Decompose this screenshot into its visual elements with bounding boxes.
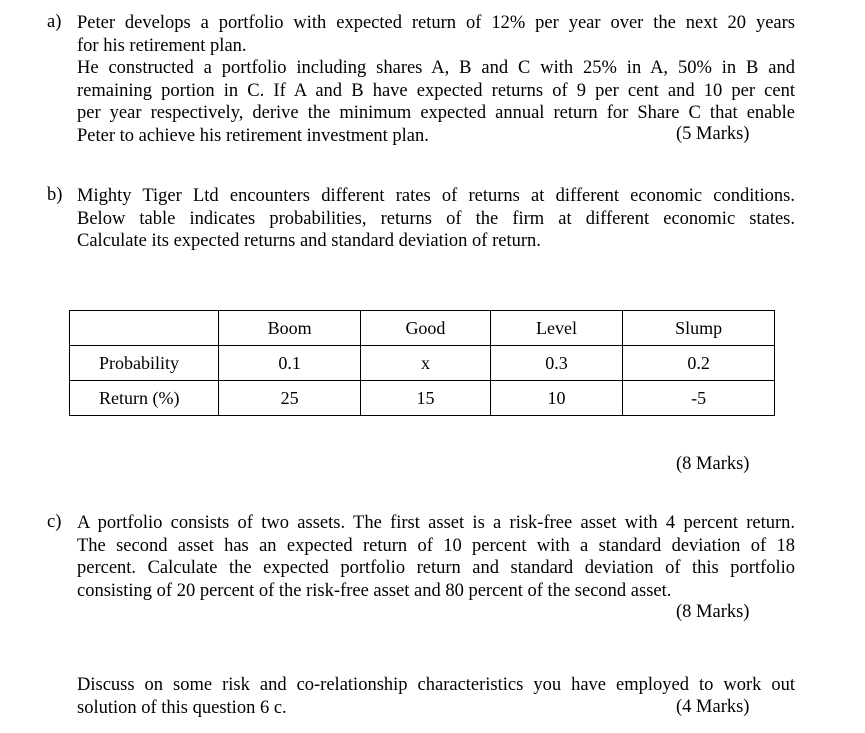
table-cell: 0.2: [623, 346, 775, 381]
table-row: [70, 346, 775, 381]
table-cell: 0.1: [219, 346, 361, 381]
table-cell: 25: [219, 381, 361, 416]
question-c-marks: (8 Marks): [676, 602, 750, 622]
discussion-marks: (4 Marks): [676, 697, 750, 717]
table-header-cell: Level: [490, 311, 623, 346]
table-row-label: Probability: [70, 346, 219, 381]
table-header-cell: Slump: [623, 311, 775, 346]
discussion-line: solution of this question 6 c.: [77, 697, 287, 718]
question-b-text: [77, 185, 795, 253]
question-a-line: Peter to achieve his retirement investment plan.: [77, 125, 429, 146]
question-b-marks: (8 Marks): [676, 454, 750, 474]
question-b-line: Mighty Tiger Ltd encounters different rates of returns at different economic conditions.: [77, 186, 795, 206]
question-c-line: percent. Calculate the expected portfolio return and standard deviation of this portfolio: [77, 558, 795, 578]
question-a-line: for his retirement plan.: [77, 35, 247, 56]
question-a-line: per year respectively, derive the minimum expected annual return for Share C that enable: [77, 103, 795, 123]
table-header-row: [70, 311, 775, 346]
table-header-cell: [70, 311, 219, 346]
question-a-line: He constructed a portfolio including shares A, B and C with 25% in A, 50% in B and: [77, 58, 795, 78]
table-cell: x: [361, 346, 491, 381]
discussion-line: Discuss on some risk and co-relationship characteristics you have employed to work out: [77, 675, 795, 695]
question-c-line: A portfolio consists of two assets. The first asset is a risk-free asset with 4 percent return.: [77, 513, 795, 533]
question-c-label: c): [47, 512, 62, 532]
table-header-cell: Good: [361, 311, 491, 346]
table-cell: 15: [361, 381, 491, 416]
question-b-label: b): [47, 185, 63, 205]
question-a-marks: (5 Marks): [676, 124, 750, 144]
question-b-line: Below table indicates probabilities, returns of the firm at different economic states.: [77, 208, 795, 229]
table-row: [70, 381, 775, 416]
question-b-line: Calculate its expected returns and standard deviation of return.: [77, 231, 541, 251]
table-cell: -5: [623, 381, 775, 416]
question-c-text: [77, 512, 795, 602]
table-row-label: Return (%): [70, 381, 219, 416]
table-cell: 0.3: [490, 346, 623, 381]
table-cell: 10: [490, 381, 623, 416]
question-c-line: consisting of 20 percent of the risk-free asset and 80 percent of the second asset.: [77, 580, 672, 601]
table-header-cell: Boom: [219, 311, 361, 346]
question-a-line: remaining portion in C. If A and B have expected returns of 9 per cent and 10 per cent: [77, 80, 795, 101]
question-a-label: a): [47, 12, 62, 32]
question-c-line: The second asset has an expected return of 10 percent with a standard deviation of 18: [77, 535, 795, 556]
economic-states-table: [69, 310, 775, 416]
question-a-line: Peter develops a portfolio with expected return of 12% per year over the next 20 years: [77, 13, 795, 33]
